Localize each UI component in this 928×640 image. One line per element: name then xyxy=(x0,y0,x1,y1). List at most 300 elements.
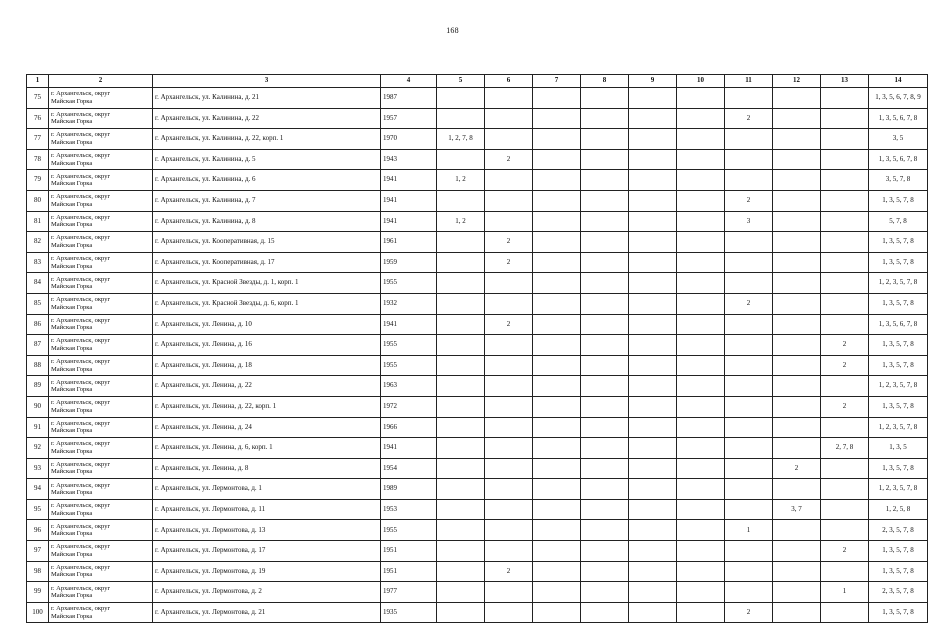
column-header-5: 5 xyxy=(437,75,485,88)
value-cell-12 xyxy=(773,355,821,376)
value-cell-11 xyxy=(725,88,773,109)
district-cell xyxy=(49,293,153,314)
year-cell: 1963 xyxy=(381,376,437,397)
value-cell-14: 3, 5 xyxy=(869,129,928,150)
year-cell: 1987 xyxy=(381,88,437,109)
value-cell-8 xyxy=(581,541,629,562)
district-line-2: Майская Горка xyxy=(51,262,93,270)
value-cell-5 xyxy=(437,602,485,623)
value-cell-5 xyxy=(437,561,485,582)
district-line-1: г. Архангельск, округ xyxy=(51,316,111,324)
value-cell-14: 1, 3, 5, 7, 8 xyxy=(869,293,928,314)
value-cell-9 xyxy=(629,520,677,541)
row-number: 99 xyxy=(27,582,49,603)
year-cell: 1955 xyxy=(381,335,437,356)
value-cell-8 xyxy=(581,88,629,109)
value-cell-10 xyxy=(677,376,725,397)
value-cell-12 xyxy=(773,520,821,541)
value-cell-13 xyxy=(821,170,869,191)
district-line-1: г. Архангельск, округ xyxy=(51,152,111,160)
address-cell: г. Архангельск, ул. Лермонтова, д. 21 xyxy=(153,602,381,623)
district-line-2: Майская Горка xyxy=(51,138,93,146)
row-number: 93 xyxy=(27,458,49,479)
value-cell-11: 1 xyxy=(725,520,773,541)
value-cell-14: 1, 3, 5, 7, 8 xyxy=(869,335,928,356)
district-cell xyxy=(49,458,153,479)
district-line-1: г. Архангельск, округ xyxy=(51,502,111,510)
table-row xyxy=(27,561,928,582)
value-cell-7 xyxy=(533,520,581,541)
value-cell-10 xyxy=(677,438,725,459)
value-cell-12 xyxy=(773,252,821,273)
value-cell-9 xyxy=(629,602,677,623)
value-cell-5 xyxy=(437,376,485,397)
value-cell-10 xyxy=(677,211,725,232)
district-cell xyxy=(49,314,153,335)
district-line-2: Майская Горка xyxy=(51,344,93,352)
value-cell-11: 2 xyxy=(725,293,773,314)
year-cell: 1932 xyxy=(381,293,437,314)
value-cell-11 xyxy=(725,438,773,459)
address-cell: г. Архангельск, ул. Калинина, д. 7 xyxy=(153,190,381,211)
value-cell-14: 1, 2, 3, 5, 7, 8 xyxy=(869,479,928,500)
value-cell-6: 2 xyxy=(485,149,533,170)
value-cell-5 xyxy=(437,499,485,520)
value-cell-5: 1, 2, 7, 8 xyxy=(437,129,485,150)
value-cell-12 xyxy=(773,293,821,314)
table-row xyxy=(27,149,928,170)
value-cell-10 xyxy=(677,561,725,582)
value-cell-14: 3, 5, 7, 8 xyxy=(869,170,928,191)
value-cell-10 xyxy=(677,293,725,314)
district-line-2: Майская Горка xyxy=(51,159,93,167)
district-line-1: г. Архангельск, округ xyxy=(51,337,111,345)
address-cell: г. Архангельск, ул. Красной Звезды, д. 1, корп. 1 xyxy=(153,273,381,294)
district-line-2: Майская Горка xyxy=(51,571,93,579)
value-cell-10 xyxy=(677,541,725,562)
value-cell-6: 2 xyxy=(485,314,533,335)
value-cell-8 xyxy=(581,561,629,582)
value-cell-12 xyxy=(773,417,821,438)
year-cell: 1961 xyxy=(381,232,437,253)
value-cell-12 xyxy=(773,438,821,459)
column-header-9: 9 xyxy=(629,75,677,88)
year-cell: 1941 xyxy=(381,211,437,232)
value-cell-11 xyxy=(725,458,773,479)
district-line-1: г. Архангельск, округ xyxy=(51,419,111,427)
district-cell xyxy=(49,108,153,129)
value-cell-6 xyxy=(485,129,533,150)
value-cell-13 xyxy=(821,232,869,253)
district-line-2: Майская Горка xyxy=(51,468,93,476)
value-cell-5 xyxy=(437,273,485,294)
value-cell-9 xyxy=(629,417,677,438)
district-line-1: г. Архангельск, округ xyxy=(51,193,111,201)
district-line-1: г. Архангельск, округ xyxy=(51,131,111,139)
row-number: 86 xyxy=(27,314,49,335)
district-line-2: Майская Горка xyxy=(51,283,93,291)
table-row xyxy=(27,108,928,129)
value-cell-5 xyxy=(437,355,485,376)
address-cell: г. Архангельск, ул. Лермонтова, д. 13 xyxy=(153,520,381,541)
district-cell xyxy=(49,376,153,397)
value-cell-9 xyxy=(629,335,677,356)
value-cell-14: 2, 3, 5, 7, 8 xyxy=(869,520,928,541)
year-cell: 1935 xyxy=(381,602,437,623)
value-cell-10 xyxy=(677,499,725,520)
row-number: 98 xyxy=(27,561,49,582)
value-cell-5 xyxy=(437,293,485,314)
value-cell-6 xyxy=(485,438,533,459)
value-cell-14: 1, 3, 5, 7, 8 xyxy=(869,190,928,211)
table-row xyxy=(27,376,928,397)
address-cell: г. Архангельск, ул. Ленина, д. 24 xyxy=(153,417,381,438)
value-cell-6: 2 xyxy=(485,561,533,582)
year-cell: 1941 xyxy=(381,314,437,335)
value-cell-11 xyxy=(725,479,773,500)
address-cell: г. Архангельск, ул. Ленина, д. 22, корп. 1 xyxy=(153,396,381,417)
value-cell-9 xyxy=(629,541,677,562)
value-cell-9 xyxy=(629,355,677,376)
value-cell-8 xyxy=(581,232,629,253)
value-cell-7 xyxy=(533,129,581,150)
value-cell-5 xyxy=(437,438,485,459)
value-cell-9 xyxy=(629,314,677,335)
value-cell-10 xyxy=(677,129,725,150)
table-row xyxy=(27,438,928,459)
table-row xyxy=(27,458,928,479)
district-line-1: г. Архангельск, округ xyxy=(51,255,111,263)
value-cell-11 xyxy=(725,396,773,417)
district-line-1: г. Архангельск, округ xyxy=(51,460,111,468)
row-number: 91 xyxy=(27,417,49,438)
value-cell-11 xyxy=(725,129,773,150)
row-number: 75 xyxy=(27,88,49,109)
district-line-1: г. Архангельск, округ xyxy=(51,358,111,366)
value-cell-11 xyxy=(725,561,773,582)
value-cell-13 xyxy=(821,190,869,211)
value-cell-7 xyxy=(533,458,581,479)
row-number: 83 xyxy=(27,252,49,273)
value-cell-7 xyxy=(533,479,581,500)
table-row xyxy=(27,314,928,335)
row-number: 78 xyxy=(27,149,49,170)
row-number: 77 xyxy=(27,129,49,150)
value-cell-13 xyxy=(821,376,869,397)
value-cell-12: 3, 7 xyxy=(773,499,821,520)
address-cell: г. Архангельск, ул. Ленина, д. 8 xyxy=(153,458,381,479)
value-cell-14: 1, 2, 3, 5, 7, 8 xyxy=(869,273,928,294)
row-number: 76 xyxy=(27,108,49,129)
value-cell-14: 1, 3, 5 xyxy=(869,438,928,459)
district-cell xyxy=(49,355,153,376)
value-cell-6 xyxy=(485,376,533,397)
column-header-3: 3 xyxy=(153,75,381,88)
value-cell-10 xyxy=(677,458,725,479)
address-cell: г. Архангельск, ул. Лермонтова, д. 11 xyxy=(153,499,381,520)
year-cell: 1966 xyxy=(381,417,437,438)
value-cell-7 xyxy=(533,396,581,417)
value-cell-6 xyxy=(485,108,533,129)
value-cell-14: 1, 3, 5, 7, 8 xyxy=(869,396,928,417)
year-cell: 1954 xyxy=(381,458,437,479)
value-cell-12 xyxy=(773,211,821,232)
value-cell-14: 1, 3, 5, 7, 8 xyxy=(869,602,928,623)
district-line-2: Майская Горка xyxy=(51,365,93,373)
column-header-7: 7 xyxy=(533,75,581,88)
page-number: 168 xyxy=(446,26,459,35)
district-line-1: г. Архангельск, округ xyxy=(51,522,111,530)
value-cell-13: 1 xyxy=(821,582,869,603)
value-cell-6 xyxy=(485,582,533,603)
row-number: 82 xyxy=(27,232,49,253)
district-line-1: г. Архангельск, округ xyxy=(51,110,111,118)
value-cell-8 xyxy=(581,129,629,150)
value-cell-6 xyxy=(485,417,533,438)
value-cell-9 xyxy=(629,396,677,417)
address-cell: г. Архангельск, ул. Калинина, д. 5 xyxy=(153,149,381,170)
value-cell-9 xyxy=(629,232,677,253)
value-cell-6: 2 xyxy=(485,252,533,273)
value-cell-9 xyxy=(629,376,677,397)
value-cell-5 xyxy=(437,541,485,562)
value-cell-14: 1, 2, 3, 5, 7, 8 xyxy=(869,376,928,397)
district-line-1: г. Архангельск, округ xyxy=(51,90,111,98)
value-cell-6 xyxy=(485,273,533,294)
value-cell-13 xyxy=(821,211,869,232)
column-header-14: 14 xyxy=(869,75,928,88)
value-cell-7 xyxy=(533,582,581,603)
row-number: 89 xyxy=(27,376,49,397)
value-cell-12 xyxy=(773,582,821,603)
address-cell: г. Архангельск, ул. Лермонтова, д. 19 xyxy=(153,561,381,582)
district-cell xyxy=(49,479,153,500)
address-cell: г. Архангельск, ул. Калинина, д. 22 xyxy=(153,108,381,129)
value-cell-12 xyxy=(773,561,821,582)
value-cell-8 xyxy=(581,396,629,417)
value-cell-11 xyxy=(725,541,773,562)
address-cell: г. Архангельск, ул. Ленина, д. 6, корп. 1 xyxy=(153,438,381,459)
value-cell-14: 5, 7, 8 xyxy=(869,211,928,232)
value-cell-8 xyxy=(581,314,629,335)
value-cell-12 xyxy=(773,602,821,623)
address-cell: г. Архангельск, ул. Ленина, д. 22 xyxy=(153,376,381,397)
row-number: 94 xyxy=(27,479,49,500)
value-cell-9 xyxy=(629,438,677,459)
value-cell-9 xyxy=(629,170,677,191)
value-cell-11 xyxy=(725,335,773,356)
value-cell-5 xyxy=(437,88,485,109)
column-header-13: 13 xyxy=(821,75,869,88)
value-cell-8 xyxy=(581,417,629,438)
district-cell xyxy=(49,273,153,294)
district-line-1: г. Архангельск, округ xyxy=(51,605,111,613)
value-cell-13 xyxy=(821,602,869,623)
value-cell-14: 1, 2, 5, 8 xyxy=(869,499,928,520)
value-cell-7 xyxy=(533,149,581,170)
row-number: 100 xyxy=(27,602,49,623)
district-cell xyxy=(49,211,153,232)
value-cell-6 xyxy=(485,479,533,500)
value-cell-7 xyxy=(533,252,581,273)
value-cell-6 xyxy=(485,170,533,191)
value-cell-13 xyxy=(821,417,869,438)
value-cell-8 xyxy=(581,582,629,603)
address-cell: г. Архангельск, ул. Калинина, д. 8 xyxy=(153,211,381,232)
value-cell-12 xyxy=(773,232,821,253)
value-cell-12 xyxy=(773,190,821,211)
value-cell-12 xyxy=(773,149,821,170)
district-line-2: Майская Горка xyxy=(51,241,93,249)
row-number: 95 xyxy=(27,499,49,520)
table-row xyxy=(27,582,928,603)
value-cell-8 xyxy=(581,438,629,459)
table-row xyxy=(27,273,928,294)
value-cell-13 xyxy=(821,252,869,273)
address-cell: г. Архангельск, ул. Ленина, д. 16 xyxy=(153,335,381,356)
value-cell-9 xyxy=(629,499,677,520)
value-cell-13 xyxy=(821,129,869,150)
value-cell-12 xyxy=(773,541,821,562)
district-cell xyxy=(49,396,153,417)
value-cell-7 xyxy=(533,232,581,253)
value-cell-13 xyxy=(821,293,869,314)
district-line-2: Майская Горка xyxy=(51,612,93,620)
value-cell-10 xyxy=(677,602,725,623)
value-cell-5 xyxy=(437,458,485,479)
row-number: 85 xyxy=(27,293,49,314)
district-line-2: Майская Горка xyxy=(51,200,93,208)
value-cell-14: 1, 3, 5, 6, 7, 8, 9 xyxy=(869,88,928,109)
value-cell-14: 1, 3, 5, 7, 8 xyxy=(869,232,928,253)
value-cell-9 xyxy=(629,129,677,150)
address-cell: г. Архангельск, ул. Кооперативная, д. 17 xyxy=(153,252,381,273)
register-table xyxy=(26,74,928,623)
value-cell-11 xyxy=(725,170,773,191)
address-cell: г. Архангельск, ул. Лермонтова, д. 17 xyxy=(153,541,381,562)
table-body xyxy=(27,88,928,623)
value-cell-9 xyxy=(629,149,677,170)
district-cell xyxy=(49,602,153,623)
value-cell-8 xyxy=(581,479,629,500)
value-cell-13: 2 xyxy=(821,541,869,562)
district-cell xyxy=(49,582,153,603)
value-cell-13: 2 xyxy=(821,355,869,376)
value-cell-7 xyxy=(533,417,581,438)
value-cell-6 xyxy=(485,602,533,623)
value-cell-13: 2, 7, 8 xyxy=(821,438,869,459)
value-cell-10 xyxy=(677,396,725,417)
value-cell-11: 3 xyxy=(725,211,773,232)
table-row xyxy=(27,396,928,417)
district-line-2: Майская Горка xyxy=(51,97,93,105)
value-cell-13 xyxy=(821,108,869,129)
row-number: 88 xyxy=(27,355,49,376)
district-line-2: Майская Горка xyxy=(51,489,93,497)
value-cell-7 xyxy=(533,376,581,397)
value-cell-7 xyxy=(533,190,581,211)
value-cell-13 xyxy=(821,561,869,582)
table-row xyxy=(27,499,928,520)
district-cell xyxy=(49,499,153,520)
value-cell-8 xyxy=(581,252,629,273)
column-header-11: 11 xyxy=(725,75,773,88)
value-cell-11 xyxy=(725,499,773,520)
value-cell-5 xyxy=(437,396,485,417)
value-cell-9 xyxy=(629,273,677,294)
table-row xyxy=(27,335,928,356)
district-line-1: г. Архангельск, округ xyxy=(51,172,111,180)
value-cell-5 xyxy=(437,149,485,170)
column-header-8: 8 xyxy=(581,75,629,88)
value-cell-8 xyxy=(581,520,629,541)
value-cell-11 xyxy=(725,355,773,376)
value-cell-6 xyxy=(485,293,533,314)
value-cell-8 xyxy=(581,458,629,479)
district-line-2: Майская Горка xyxy=(51,221,93,229)
value-cell-14: 1, 3, 5, 7, 8 xyxy=(869,541,928,562)
district-line-2: Майская Горка xyxy=(51,180,93,188)
district-line-2: Майская Горка xyxy=(51,550,93,558)
value-cell-10 xyxy=(677,355,725,376)
district-cell xyxy=(49,561,153,582)
district-line-2: Майская Горка xyxy=(51,386,93,394)
value-cell-7 xyxy=(533,170,581,191)
value-cell-8 xyxy=(581,273,629,294)
district-cell xyxy=(49,417,153,438)
value-cell-10 xyxy=(677,335,725,356)
district-line-1: г. Архангельск, округ xyxy=(51,399,111,407)
value-cell-9 xyxy=(629,479,677,500)
value-cell-11 xyxy=(725,314,773,335)
address-cell: г. Архангельск, ул. Кооперативная, д. 15 xyxy=(153,232,381,253)
address-cell: г. Архангельск, ул. Ленина, д. 18 xyxy=(153,355,381,376)
district-cell xyxy=(49,438,153,459)
value-cell-9 xyxy=(629,561,677,582)
address-cell: г. Архангельск, ул. Калинина, д. 6 xyxy=(153,170,381,191)
value-cell-6 xyxy=(485,190,533,211)
row-number: 79 xyxy=(27,170,49,191)
table-row xyxy=(27,170,928,191)
value-cell-11 xyxy=(725,273,773,294)
value-cell-11: 2 xyxy=(725,108,773,129)
value-cell-5 xyxy=(437,108,485,129)
district-cell xyxy=(49,149,153,170)
value-cell-11: 2 xyxy=(725,190,773,211)
value-cell-8 xyxy=(581,335,629,356)
value-cell-6: 2 xyxy=(485,232,533,253)
column-header-10: 10 xyxy=(677,75,725,88)
value-cell-7 xyxy=(533,561,581,582)
value-cell-11 xyxy=(725,417,773,438)
year-cell: 1955 xyxy=(381,355,437,376)
value-cell-5 xyxy=(437,520,485,541)
value-cell-6 xyxy=(485,355,533,376)
column-header-2: 2 xyxy=(49,75,153,88)
table-row xyxy=(27,293,928,314)
value-cell-11 xyxy=(725,252,773,273)
column-header-12: 12 xyxy=(773,75,821,88)
value-cell-5: 1, 2 xyxy=(437,170,485,191)
value-cell-5 xyxy=(437,335,485,356)
district-cell xyxy=(49,541,153,562)
value-cell-9 xyxy=(629,252,677,273)
value-cell-8 xyxy=(581,190,629,211)
address-cell: г. Архангельск, ул. Красной Звезды, д. 6, корп. 1 xyxy=(153,293,381,314)
value-cell-11 xyxy=(725,582,773,603)
district-line-1: г. Архангельск, округ xyxy=(51,234,111,242)
value-cell-8 xyxy=(581,376,629,397)
